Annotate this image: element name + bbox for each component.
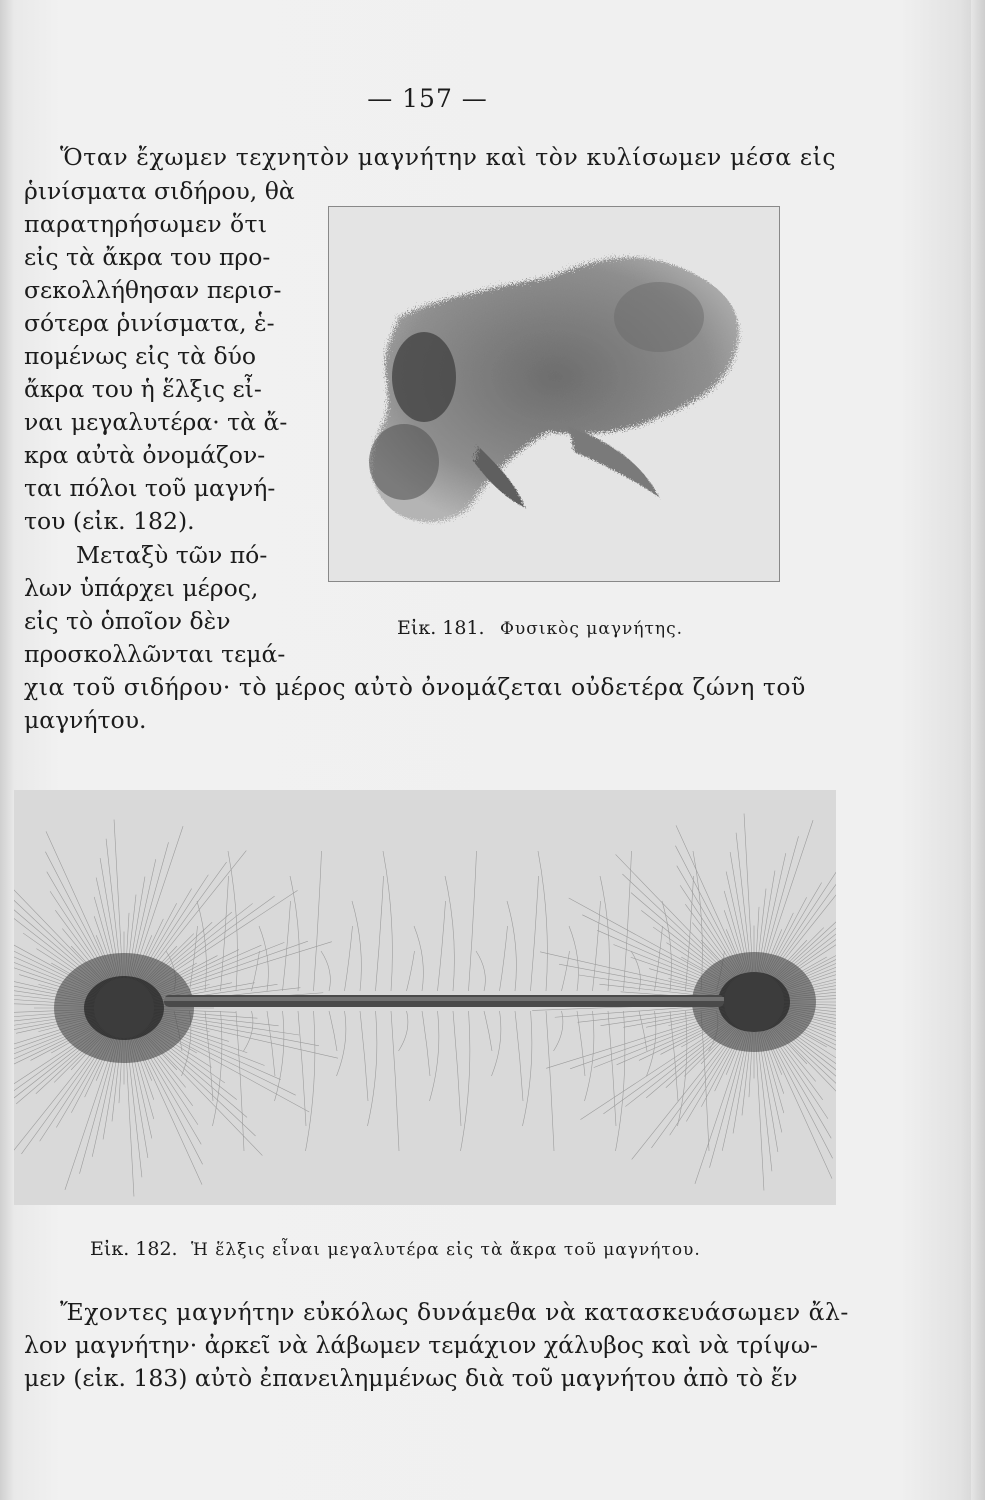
page-number: — 157 — (367, 84, 488, 113)
left-column-line: εἰς τὸ ὁποῖον δὲν (24, 607, 231, 635)
figure-182-caption-text: Ἡ ἕλξις εἶναι μεγαλυτέρα εἰς τὰ ἄκρα τοῦ μαγνήτου. (190, 1240, 701, 1260)
figure-181-caption-text: Φυσικὸς μαγνήτης. (499, 619, 684, 639)
paragraph2-line: Ἔχοντες μαγνήτην εὐκόλως δυνάμεθα νὰ κατασκευάσωμεν ἄλ- (60, 1298, 849, 1326)
figure-181-image (328, 206, 780, 582)
left-column-line: παρατηρήσωμεν ὅτι (24, 210, 268, 238)
left-column-line: ἄκρα του ἡ ἕλξις εἶ- (24, 375, 262, 403)
left-column-line: Μεταξὺ τῶν πό- (76, 541, 268, 569)
page-edge (971, 0, 985, 1500)
figure-181-label: Εἰκ. 181. (397, 617, 485, 639)
left-column-line: σεκολλήθησαν περισ- (24, 276, 282, 304)
left-column-line: ναι μεγαλυτέρα· τὰ ἄ- (24, 408, 288, 436)
full-width-line: χια τοῦ σιδήρου· τὸ μέρος αὐτὸ ὀνομάζεται οὐδετέρα ζώνη τοῦ (24, 673, 806, 701)
left-column-line: κρα αὐτὰ ὀνομάζον- (24, 441, 266, 469)
paragraph2-line: λον μαγνήτην· ἀρκεῖ νὰ λάβωμεν τεμάχιον χάλυβος καὶ νὰ τρίψω- (24, 1331, 818, 1359)
figure-182-label: Εἰκ. 182. (90, 1238, 178, 1260)
left-column-line: ῥινίσματα σιδήρου, θὰ (24, 177, 295, 205)
paragraph2-line: μεν (εἰκ. 183) αὐτὸ ἐπανειλημμένως διὰ τοῦ μαγνήτου ἀπὸ τὸ ἕν (24, 1364, 798, 1392)
left-column-line: εἰς τὰ ἄκρα του προ- (24, 243, 271, 271)
figure-182-caption (90, 1238, 701, 1260)
left-column-line: λων ὑπάρχει μέρος, (24, 574, 259, 602)
left-column-line: σότερα ῥινίσματα, ἑ- (24, 309, 275, 337)
left-column-line: προσκολλῶνται τεμά- (24, 640, 286, 668)
left-column-line: του (εἰκ. 182). (24, 507, 195, 535)
figure-182-image (14, 790, 836, 1205)
figure-181-caption (397, 617, 683, 639)
full-width-line: μαγνήτου. (24, 706, 147, 734)
left-column-line: ται πόλοι τοῦ μαγνή- (24, 474, 276, 502)
paragraph1-line-1: Ὅταν ἔχωμεν τεχνητὸν μαγνήτην καὶ τὸν κυλίσωμεν μέσα εἰς (60, 143, 837, 171)
natural-magnet-illustration (329, 207, 779, 581)
bar-magnet-field-illustration (14, 790, 836, 1205)
left-column-line: πομένως εἰς τὰ δύο (24, 342, 257, 370)
